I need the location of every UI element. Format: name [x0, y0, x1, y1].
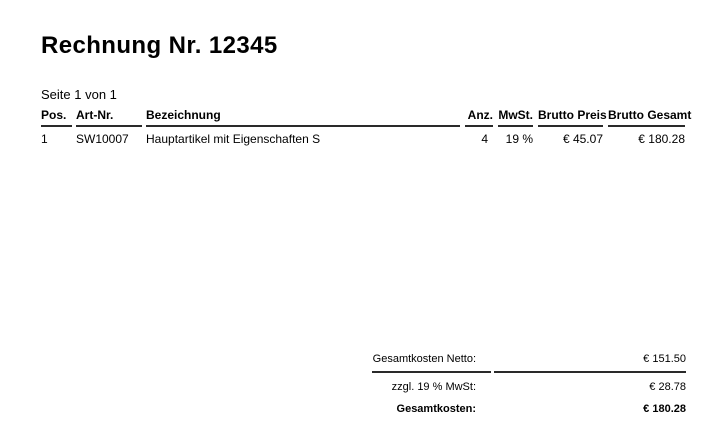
col-header-mwst: MwSt.	[498, 108, 533, 127]
totals-value-gesamt: € 180.28	[643, 403, 686, 415]
totals-label-gesamt: Gesamtkosten:	[396, 403, 476, 415]
totals-row-gesamt	[372, 403, 686, 416]
cell-pos: 1	[41, 132, 48, 146]
col-header-brutto-gesamt: Brutto Gesamt	[608, 108, 685, 127]
totals-section	[372, 349, 686, 416]
cell-anz: 4	[481, 132, 488, 146]
col-header-anz: Anz.	[465, 108, 493, 127]
totals-row-netto	[372, 349, 686, 373]
cell-bezeichnung: Hauptartikel mit Eigenschaften S	[146, 132, 321, 146]
page-indicator: Seite 1 von 1	[41, 87, 117, 102]
cell-brutto-gesamt: € 180.28	[638, 132, 685, 146]
cell-mwst: 19 %	[505, 132, 533, 146]
cell-art-nr: SW10007	[76, 132, 129, 146]
totals-label-netto: Gesamtkosten Netto:	[372, 349, 491, 373]
cell-brutto-preis: € 45.07	[562, 132, 603, 146]
totals-value-netto: € 151.50	[494, 349, 686, 373]
totals-value-mwst: € 28.78	[649, 381, 686, 393]
table-row	[41, 127, 685, 146]
items-table	[41, 108, 692, 146]
col-header-art-nr: Art-Nr.	[76, 108, 142, 127]
col-header-pos: Pos.	[41, 108, 72, 127]
col-header-brutto-preis: Brutto Preis	[538, 108, 603, 127]
items-table-header-row	[41, 108, 692, 127]
totals-row-mwst	[372, 381, 686, 394]
totals-label-mwst: zzgl. 19 % MwSt:	[391, 381, 476, 393]
col-header-bezeichnung: Bezeichnung	[146, 108, 460, 127]
items-table-body	[41, 127, 685, 146]
page-title: Rechnung Nr. 12345	[41, 32, 278, 59]
